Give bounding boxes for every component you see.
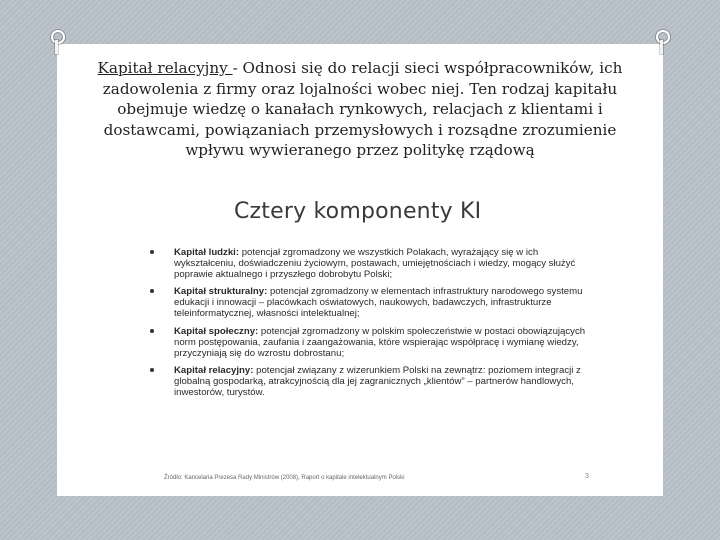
item-text: potencjał zgromadzony w elementach infrastruktury narodowego systemu edukacji i innowacji – placówkach oświatowych, naukowych, badawczych, infrastrukturze teleinformatycznej, własności intelektualnej; (174, 286, 583, 320)
intro-paragraph (72, 58, 648, 161)
intro-term: Kapitał relacyjny (97, 59, 233, 77)
embedded-slide (122, 175, 622, 491)
source-footnote: Źródło: Kancelaria Prezesa Rady Ministrów (2008), Raport o kapitale intelektualnym Polski (164, 475, 405, 481)
binder-ring-right-stem (660, 40, 663, 54)
slide-title: Cztery komponenty KI (234, 199, 482, 224)
binder-ring-left-stem (55, 40, 58, 54)
item-text: potencjał zgromadzony w polskim społeczeństwie w postaci obowiązujących norm postępowania, zaufania i zaangażowania, które wspierając współpracę i wymianę wiedzy, przyczyniają się do wzrostu dobrostanu; (174, 325, 586, 359)
list-item (150, 326, 590, 359)
item-heading: Kapitał społeczny: (174, 325, 259, 337)
binder-ring-right (656, 30, 670, 44)
item-text: potencjał zgromadzony we wszystkich Polakach, wyrażający się w ich wykształceniu, doświadczeniu życiowym, postawach, umiejętnościach i wiedzy, mogący służyć poprawie aktualnego i przyszłego dobrobytu Polski; (174, 247, 576, 281)
item-heading: Kapitał strukturalny: (174, 286, 268, 298)
bullet-icon (150, 368, 154, 372)
list-item (150, 286, 590, 319)
bullet-icon (150, 250, 154, 254)
bullet-icon (150, 289, 154, 293)
list-item (150, 365, 590, 398)
list-item (150, 247, 590, 280)
intro-text: - Odnosi się do relacji sieci współpracowników, ich zadowolenia z firmy oraz lojalności wobec niej. Ten rodzaj kapitału obejmuje wiedzę o kanałach rynkowych, relacjach z klientami i dostawcami, powiązaniach przemysłowych i rozsądne zrozumienie wpływu wywieranego przez politykę rządową (102, 59, 623, 160)
item-heading: Kapitał ludzki: (174, 247, 240, 258)
bullet-icon (150, 329, 154, 333)
binder-ring-left (51, 30, 65, 44)
slide-page-number: 3 (585, 473, 589, 480)
component-list (150, 247, 590, 404)
item-text: potencjał związany z wizerunkiem Polski na zewnątrz: poziomem integracji z globalną gospodarką, atrakcyjnością dla jej zagranicznych „klientów” – partnerów handlowych, inwestorów, turystów. (174, 364, 581, 399)
item-heading: Kapitał relacyjny: (174, 364, 254, 376)
